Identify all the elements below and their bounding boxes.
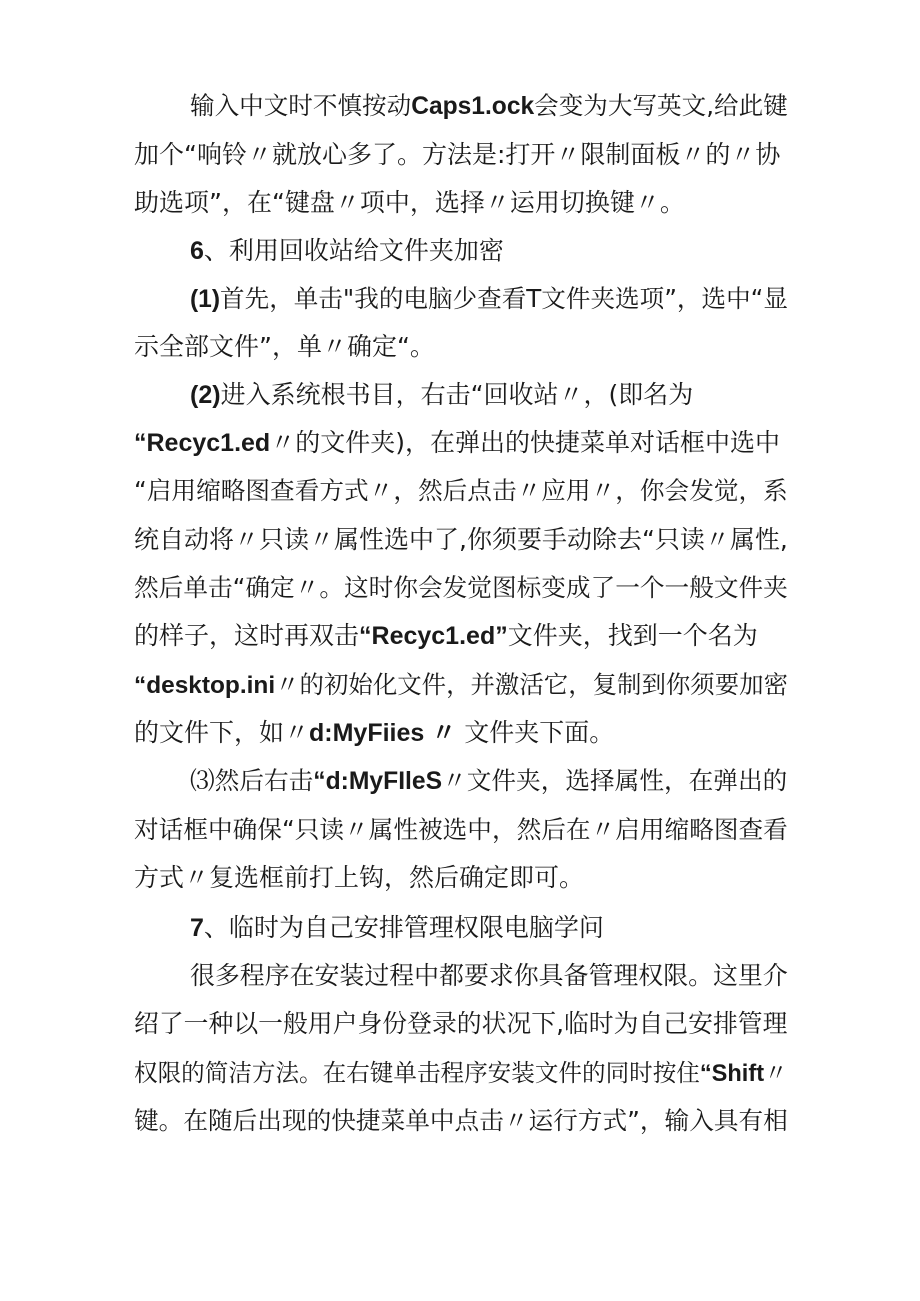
text-run: 〃的初始化文件，并激活它，复制到你须要加密 [275,670,788,699]
bold-text-run: d:MyFiies 〃 [309,719,457,747]
bold-text-run: “Recyc1.ed [134,429,271,457]
text-run: 进入系统根书目，右击“回收站〃，(即名为 [220,380,694,409]
text-run: 加个“响铃〃就放心多了。方法是:打开〃限制面板〃的〃协 [134,140,781,169]
text-run: 然后单击“确定〃。这时你会发觉图标变成了一个一般文件夹 [134,573,788,602]
text-run: 对话框中确保“只读〃属性被选中，然后在〃启用缩略图查看 [134,815,788,844]
bold-text-run: 6 [190,237,204,265]
text-line [190,275,788,323]
text-line [190,82,788,130]
text-line [134,806,788,854]
text-line [134,1097,788,1145]
text-run: 、利用回收站给文件夹加密 [203,236,504,265]
text-run: 〃 [764,1059,788,1087]
text-run: 权限的简洁方法。在右键单击程序安装文件的同时按住 [134,1059,700,1087]
section-heading [190,227,788,275]
text-run: 示全部文件”，单〃确定“。 [134,332,435,361]
text-line [134,323,788,371]
text-run: 键。在随后出现的快捷菜单中点击〃运行方式”，输入具有相 [134,1106,788,1135]
text-run: 方式〃复选框前打上钩，然后确定即可。 [134,863,585,892]
bold-text-run: (1) [190,286,221,313]
text-line [134,661,788,709]
bold-text-run: (2) [190,381,221,409]
text-run: 的样子，这时再双击 [134,621,360,650]
text-run: 首先，单击"我的电脑少查看T文件夹选项”，选中“显 [220,284,788,313]
text-line [190,371,788,419]
text-run: 文件夹，找到一个名为 [507,621,758,650]
text-line [134,516,788,564]
text-line [134,709,788,757]
text-run: 〃的文件夹)，在弹出的快捷菜单对话框中选中 [270,428,780,457]
text-run: 输入中文时不慎按动 [190,91,412,120]
text-run: 的文件下，如〃 [134,718,310,747]
text-run: 助选项”，在“键盘〃项中，选择〃运用切换键〃。 [134,188,685,217]
text-line [134,564,788,612]
text-run: ⑶然后右击 [190,766,314,795]
text-run: 〃文件夹，选择属性，在弹出的 [442,766,788,795]
bold-text-run: “desktop.ini [134,672,276,699]
section-heading [190,904,788,952]
text-line [190,757,788,805]
bold-text-run: “Shift [699,1060,765,1086]
text-line [134,612,788,660]
text-run: 文件夹下面。 [456,718,615,747]
text-run: 统自动将〃只读〃属性选中了,你须要手动除去“只读〃属性, [134,525,788,554]
text-run: 绍了一种以一般用户身份登录的状况下,临时为自己安排管理 [134,1009,788,1038]
text-line [134,131,788,179]
bold-text-run: “d:MyFIleS [313,768,443,795]
text-line [134,467,788,515]
text-run: “启用缩略图查看方式〃，然后点击〃应用〃，你会发觉，系 [134,476,788,505]
text-line [190,952,788,1000]
text-line [134,179,788,227]
text-run: 很多程序在安装过程中都要求你具备管理权限。这里介 [190,961,788,990]
text-run: 、临时为自己安排管理权限电脑学问 [203,913,604,942]
text-run: 会变为大写英文,给此键 [534,91,788,120]
bold-text-run: Caps1.ock [411,93,535,120]
text-line [134,854,788,902]
text-line [134,1049,788,1097]
text-line [134,419,788,467]
text-line [134,1000,788,1048]
bold-text-run: “Recyc1.ed” [359,622,508,650]
bold-text-run: 7 [190,914,204,942]
